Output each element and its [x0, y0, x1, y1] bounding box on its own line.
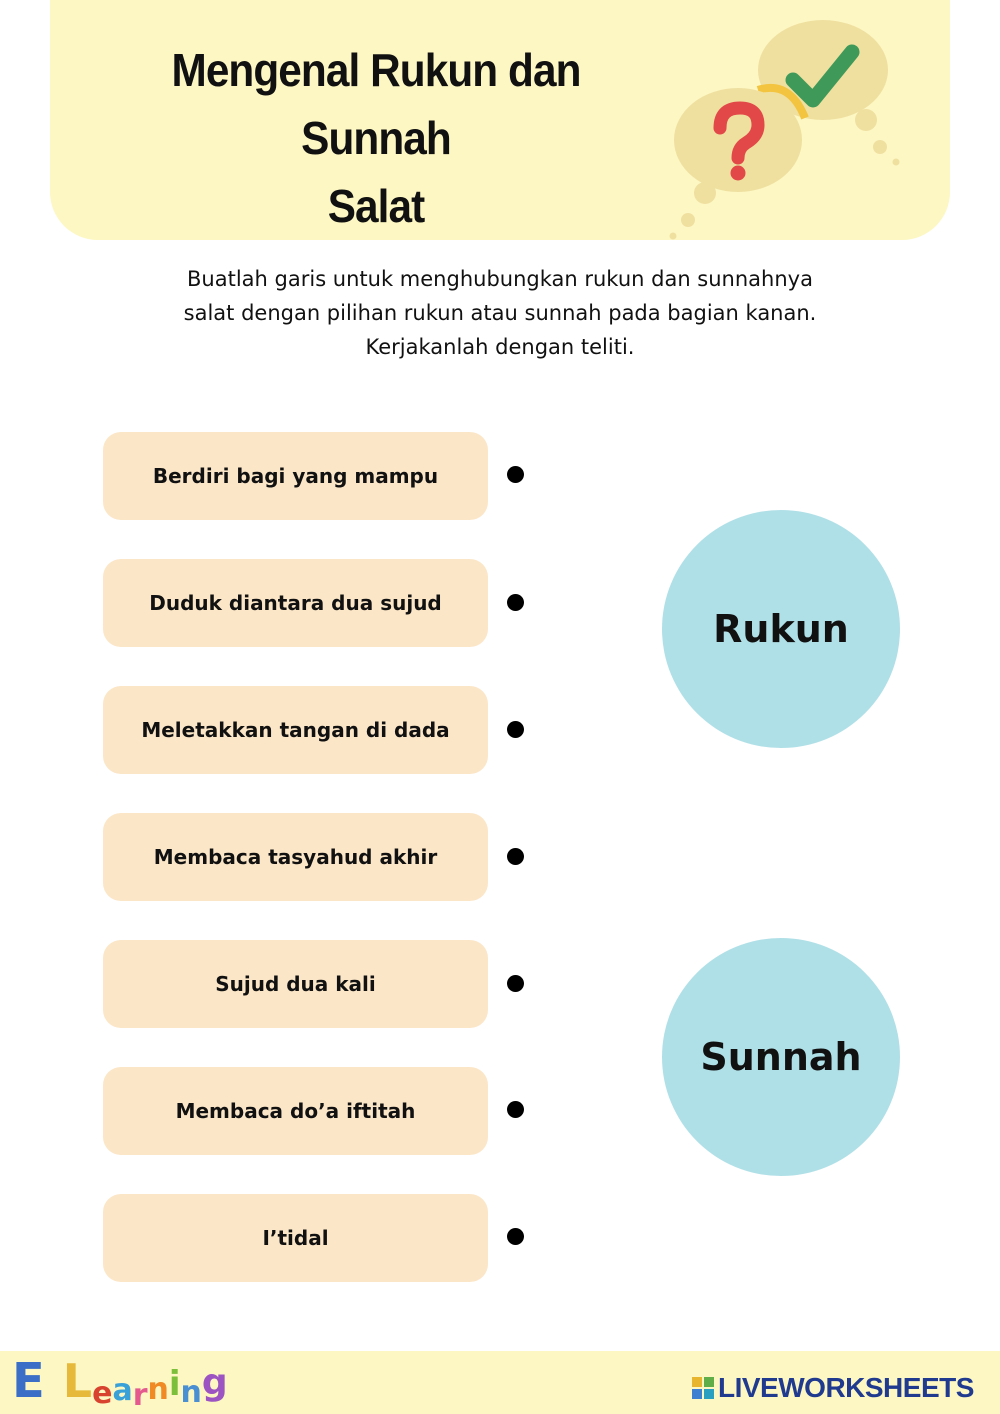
connector-dot-5[interactable]	[507, 975, 524, 992]
statement-card-7	[103, 1194, 488, 1282]
statement-card-3	[103, 686, 488, 774]
statement-card-2	[103, 559, 488, 647]
elearning-letter: n	[180, 1375, 202, 1410]
connector-dot-7[interactable]	[507, 1228, 524, 1245]
statement-label: Sujud dua kali	[215, 972, 376, 996]
statement-label: I’tidal	[262, 1226, 329, 1250]
elearning-letter: E	[12, 1353, 45, 1409]
instructions-line-1: Buatlah garis untuk menghubungkan rukun dan sunnahnya	[187, 267, 813, 291]
elearning-letter: i	[168, 1364, 181, 1404]
instructions-line-2: salat dengan pilihan rukun atau sunnah pada bagian kanan.	[183, 301, 817, 325]
speech-bubbles-illustration	[660, 10, 920, 245]
connector-dot-6[interactable]	[507, 1101, 524, 1118]
sunnah-target[interactable]	[662, 938, 900, 1176]
statement-label: Membaca tasyahud akhir	[153, 845, 438, 869]
rukun-target[interactable]	[662, 510, 900, 748]
elearning-letter: g	[201, 1362, 228, 1403]
statement-card-6	[103, 1067, 488, 1155]
statement-card-1	[103, 432, 488, 520]
elearning-letter: n	[147, 1372, 169, 1407]
elearning-letter: a	[112, 1373, 133, 1408]
liveworksheets-logo-icon	[692, 1377, 714, 1399]
statement-card-5	[103, 940, 488, 1028]
statement-card-4	[103, 813, 488, 901]
elearning-logo	[12, 1353, 228, 1413]
instructions	[120, 262, 880, 364]
title-line-2: Salat	[327, 180, 425, 232]
statement-label: Duduk diantara dua sujud	[149, 591, 442, 615]
statement-label: Berdiri bagi yang mampu	[152, 464, 439, 488]
instructions-line-3: Kerjakanlah dengan teliti.	[365, 335, 635, 359]
statement-label: Meletakkan tangan di dada	[141, 718, 450, 742]
rukun-label: Rukun	[713, 607, 849, 651]
connector-dot-4[interactable]	[507, 848, 524, 865]
connector-dot-3[interactable]	[507, 721, 524, 738]
elearning-letter: L	[62, 1354, 93, 1408]
statement-label: Membaca do’a iftitah	[175, 1099, 416, 1123]
connector-dot-1[interactable]	[507, 466, 524, 483]
sunnah-label: Sunnah	[700, 1035, 862, 1079]
elearning-letter: e	[92, 1376, 113, 1411]
page-title	[100, 36, 652, 240]
connector-dot-2[interactable]	[507, 594, 524, 611]
elearning-letter: r	[132, 1378, 148, 1413]
liveworksheets-brand: LIVEWORKSHEETS	[718, 1372, 974, 1403]
title-line-1: Mengenal Rukun dan Sunnah	[171, 44, 581, 164]
